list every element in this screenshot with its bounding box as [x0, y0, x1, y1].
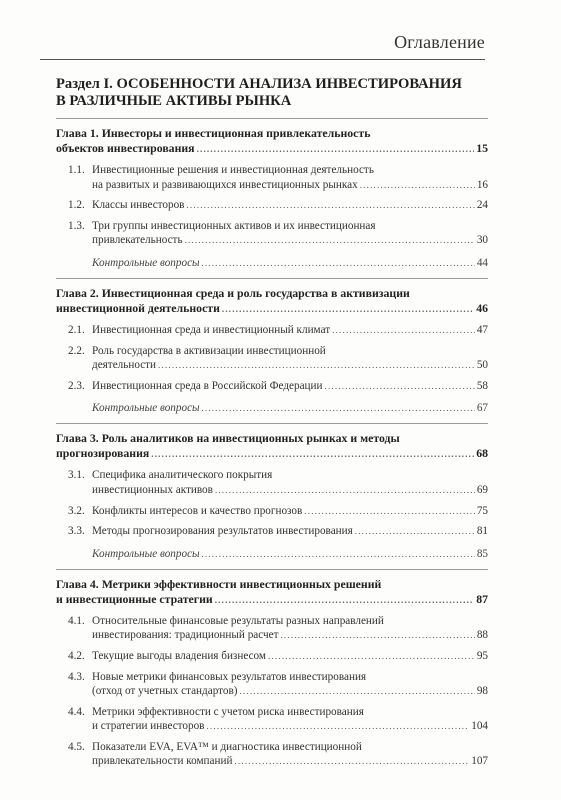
chapter-title[interactable] — [56, 431, 488, 462]
leader-dots — [280, 628, 474, 643]
leader-dots — [151, 447, 474, 462]
entry-number: 4.4. — [68, 705, 85, 718]
chapter-title-line1: Глава 1. Инвесторы и инвестиционная привлекательность — [56, 126, 371, 140]
entry-page-number: 107 — [471, 755, 488, 768]
section-title — [56, 76, 488, 110]
chapter-separator — [56, 118, 488, 119]
leader-dots — [206, 719, 469, 734]
entry-number: 4.2. — [68, 649, 85, 662]
control-questions-entry[interactable] — [56, 401, 488, 415]
toc-entry[interactable] — [56, 379, 488, 394]
leader-dots — [268, 649, 475, 664]
entry-page-number: 104 — [471, 720, 488, 733]
toc-entry[interactable] — [56, 323, 488, 338]
chapter-page-number: 87 — [476, 591, 488, 606]
entry-page-number: 75 — [476, 504, 488, 517]
entry-page-number: 30 — [476, 234, 488, 247]
chapter-page-number: 15 — [476, 141, 488, 155]
entry-title-line2: привлекательность — [92, 234, 183, 247]
leader-dots — [239, 684, 474, 699]
toc-entry[interactable] — [56, 504, 488, 519]
toc-entry[interactable] — [56, 649, 488, 664]
leader-dots — [202, 547, 475, 561]
section-title-line2: В РАЗЛИЧНЫЕ АКТИВЫ РЫНКА — [56, 93, 292, 109]
section-title-line1: Раздел I. ОСОБЕННОСТИ АНАЛИЗА ИНВЕСТИРОВАНИЯ — [56, 76, 462, 92]
toc-entry[interactable] — [56, 524, 488, 539]
leader-dots — [202, 256, 475, 270]
entry-title-line2: инвестиционных активов — [92, 483, 213, 496]
control-questions-entry[interactable] — [56, 547, 488, 561]
chapter-title-line2: объектов инвестирования — [56, 141, 195, 155]
leader-dots — [186, 198, 474, 213]
entry-number: 4.5. — [68, 740, 85, 753]
entry-number: 3.2. — [68, 504, 85, 517]
entry-page-number: 58 — [476, 379, 488, 392]
entry-number: 3.3. — [68, 525, 85, 538]
entry-number: 4.1. — [68, 614, 85, 627]
entry-page-number: 69 — [476, 483, 488, 496]
toc-entry[interactable] — [56, 163, 488, 192]
entry-page-number: 50 — [476, 359, 488, 372]
entry-page-number: 47 — [476, 323, 488, 336]
entry-number: 4.3. — [68, 670, 85, 683]
entry-title-line1: Классы инвесторов — [92, 199, 185, 212]
toc-entry[interactable] — [56, 219, 488, 248]
toc-entry[interactable] — [56, 198, 488, 213]
entry-number: 3.1. — [68, 469, 85, 482]
leader-dots — [234, 754, 469, 769]
entry-title-line1: Роль государства в активизации инвестиционной — [92, 344, 326, 357]
leader-dots — [215, 593, 474, 608]
entry-title-line2: на развитых и развивающихся инвестиционных рынках — [92, 178, 358, 191]
entry-page-number: 95 — [476, 649, 488, 662]
entry-title-line1: Инвестиционная среда и инвестиционный климат — [92, 323, 331, 336]
toc-entry[interactable] — [56, 344, 488, 373]
entry-title-line1: Три группы инвестиционных активов и их инвестиционная — [92, 219, 376, 232]
chapter-title[interactable] — [56, 126, 488, 157]
leader-dots — [202, 401, 475, 415]
entry-number: 2.1. — [68, 323, 85, 336]
entry-title-line2: привлекательности компаний — [92, 755, 233, 768]
toc-entry[interactable] — [56, 468, 488, 497]
entry-page-number: 24 — [476, 199, 488, 212]
chapter-title[interactable] — [56, 286, 488, 317]
entry-title-line2: инвестирования: традиционный расчет — [92, 629, 279, 642]
entry-title-line1: Инвестиционная среда в Российской Федерации — [92, 379, 323, 392]
chapter-page-number: 46 — [476, 300, 488, 315]
entry-title-line2: (отход от учетных стандартов) — [92, 685, 238, 698]
toc-chapter — [56, 431, 488, 560]
entry-title-line1: Новые метрики финансовых результатов инвестирования — [92, 670, 367, 683]
toc-content — [56, 76, 488, 769]
entry-title-line1: Показатели EVA, EVA™ и диагностика инвестиционной — [92, 740, 362, 753]
entry-title-line1: Текущие выгоды владения бизнесом — [92, 649, 267, 662]
toc-entry[interactable] — [56, 670, 488, 699]
chapter-title[interactable] — [56, 577, 488, 608]
control-questions-page: 44 — [476, 256, 488, 269]
entry-number: 1.1. — [68, 164, 85, 176]
leader-dots — [185, 233, 475, 248]
leader-dots — [332, 323, 475, 338]
entry-title-line1: Методы прогнозирования результатов инвестирования — [92, 525, 353, 538]
control-questions-label: Контрольные вопросы — [92, 547, 200, 560]
entry-title-line1: Метрики эффективности с учетом риска инвестирования — [92, 705, 364, 718]
entry-title-line1: Конфликты интересов и качество прогнозов — [92, 504, 303, 517]
leader-dots — [215, 483, 475, 498]
entry-number: 2.2. — [68, 344, 85, 357]
leader-dots — [355, 524, 475, 539]
leader-dots — [222, 302, 474, 317]
entry-number: 2.3. — [68, 379, 85, 392]
control-questions-page: 85 — [476, 547, 488, 560]
chapter-title-line1: Глава 2. Инвестиционная среда и роль государства в активизации — [56, 285, 410, 300]
entry-title-line1: Относительные финансовые результаты разных направлений — [92, 614, 384, 627]
chapter-separator — [56, 569, 488, 570]
toc-chapter — [56, 286, 488, 415]
toc-entry[interactable] — [56, 614, 488, 643]
entry-page-number: 16 — [476, 178, 488, 191]
chapter-title-line2: инвестиционной деятельности — [56, 300, 220, 315]
entry-page-number: 81 — [476, 525, 488, 538]
chapter-separator — [56, 423, 488, 424]
entry-page-number: 98 — [476, 685, 488, 698]
running-header-title: Оглавление — [394, 32, 485, 52]
chapter-title-line2: прогнозирования — [56, 446, 150, 461]
control-questions-label: Контрольные вопросы — [92, 402, 200, 415]
leader-dots — [325, 379, 475, 394]
chapter-separator — [56, 278, 488, 279]
leader-dots — [197, 142, 475, 157]
header-rule — [40, 59, 485, 60]
entry-number: 1.3. — [68, 219, 85, 232]
toc-entry[interactable] — [56, 705, 488, 734]
toc-entry[interactable] — [56, 740, 488, 769]
leader-dots — [304, 504, 475, 519]
chapter-title-line1: Глава 4. Метрики эффективности инвестиционных решений — [56, 576, 382, 591]
leader-dots — [360, 178, 475, 193]
entry-title-line1: Инвестиционные решения и инвестиционная деятельность — [92, 164, 374, 176]
entry-title-line1: Специфика аналитического покрытия — [92, 469, 273, 482]
chapter-page-number: 68 — [476, 446, 488, 461]
entry-number: 1.2. — [68, 199, 85, 212]
chapters-list — [56, 118, 488, 769]
chapter-title-line2: и инвестиционные стратегии — [56, 591, 213, 606]
entry-title-line2: деятельности — [92, 359, 157, 372]
running-header — [0, 26, 561, 62]
toc-chapter — [56, 577, 488, 769]
control-questions-page: 67 — [476, 402, 488, 415]
chapter-title-line1: Глава 3. Роль аналитиков на инвестиционных рынках и методы — [56, 431, 400, 446]
entry-title-line2: и стратегии инвесторов — [92, 720, 205, 733]
control-questions-label: Контрольные вопросы — [92, 256, 200, 269]
toc-chapter — [56, 126, 488, 270]
leader-dots — [158, 358, 475, 373]
control-questions-entry[interactable] — [56, 256, 488, 270]
entry-page-number: 88 — [476, 629, 488, 642]
